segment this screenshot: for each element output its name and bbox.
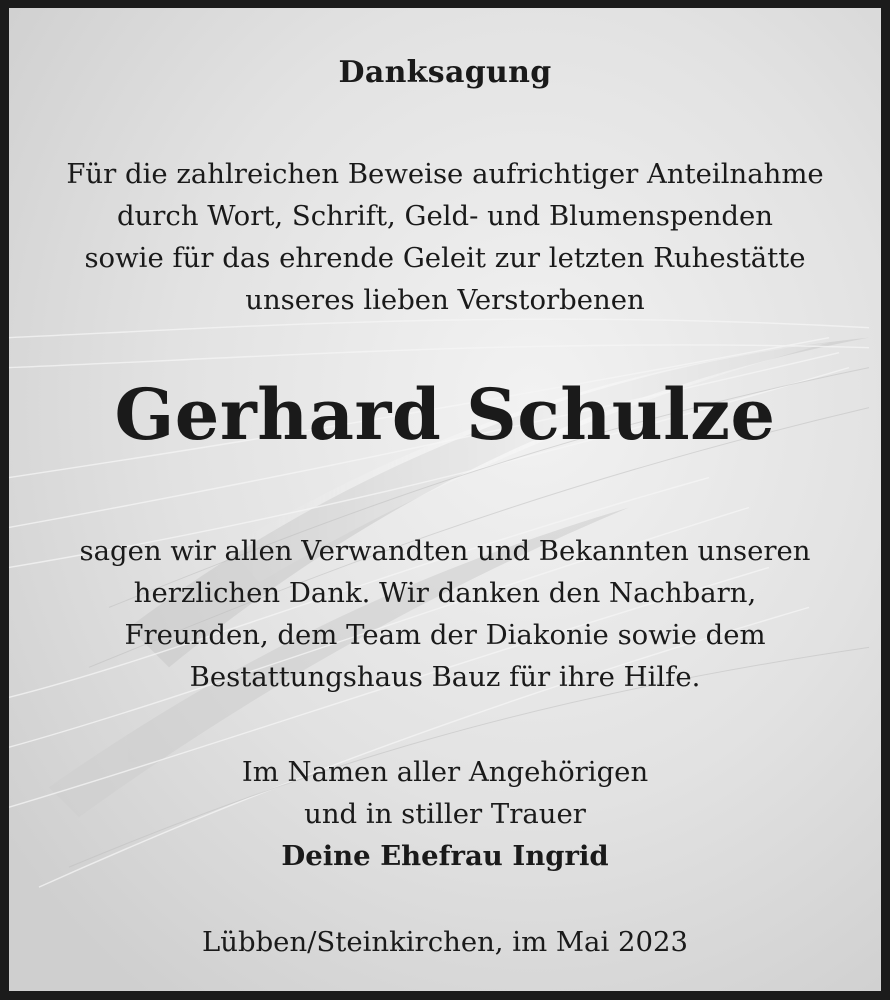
closing-paragraph: [9, 751, 881, 877]
closing-line: Im Namen aller Angehörigen: [241, 756, 649, 788]
intro-paragraph: [9, 153, 881, 321]
thanks-line: herzlichen Dank. Wir danken den Nachbarn,: [133, 577, 757, 609]
intro-line: durch Wort, Schrift, Geld- und Blumenspenden: [116, 200, 774, 232]
signature: Deine Ehefrau Ingrid: [281, 840, 609, 872]
thanks-line: Freunden, dem Team der Diakonie sowie dem: [124, 619, 766, 651]
place-and-date: Lübben/Steinkirchen, im Mai 2023: [202, 926, 688, 958]
closing-line: und in stiller Trauer: [304, 798, 586, 830]
deceased-name: Gerhard Schulze: [114, 373, 776, 456]
intro-line: Für die zahlreichen Beweise aufrichtiger Anteilnahme: [66, 158, 824, 190]
thanks-line: Bestattungshaus Bauz für ihre Hilfe.: [189, 661, 701, 693]
notice-content: [9, 8, 881, 991]
thanks-paragraph: [9, 530, 881, 698]
thanks-line: sagen wir allen Verwandten und Bekannten unseren: [79, 535, 811, 567]
intro-line: sowie für das ehrende Geleit zur letzten Ruhestätte: [84, 242, 806, 274]
notice-heading: Danksagung: [338, 55, 552, 90]
intro-line: unseres lieben Verstorbenen: [245, 284, 645, 316]
